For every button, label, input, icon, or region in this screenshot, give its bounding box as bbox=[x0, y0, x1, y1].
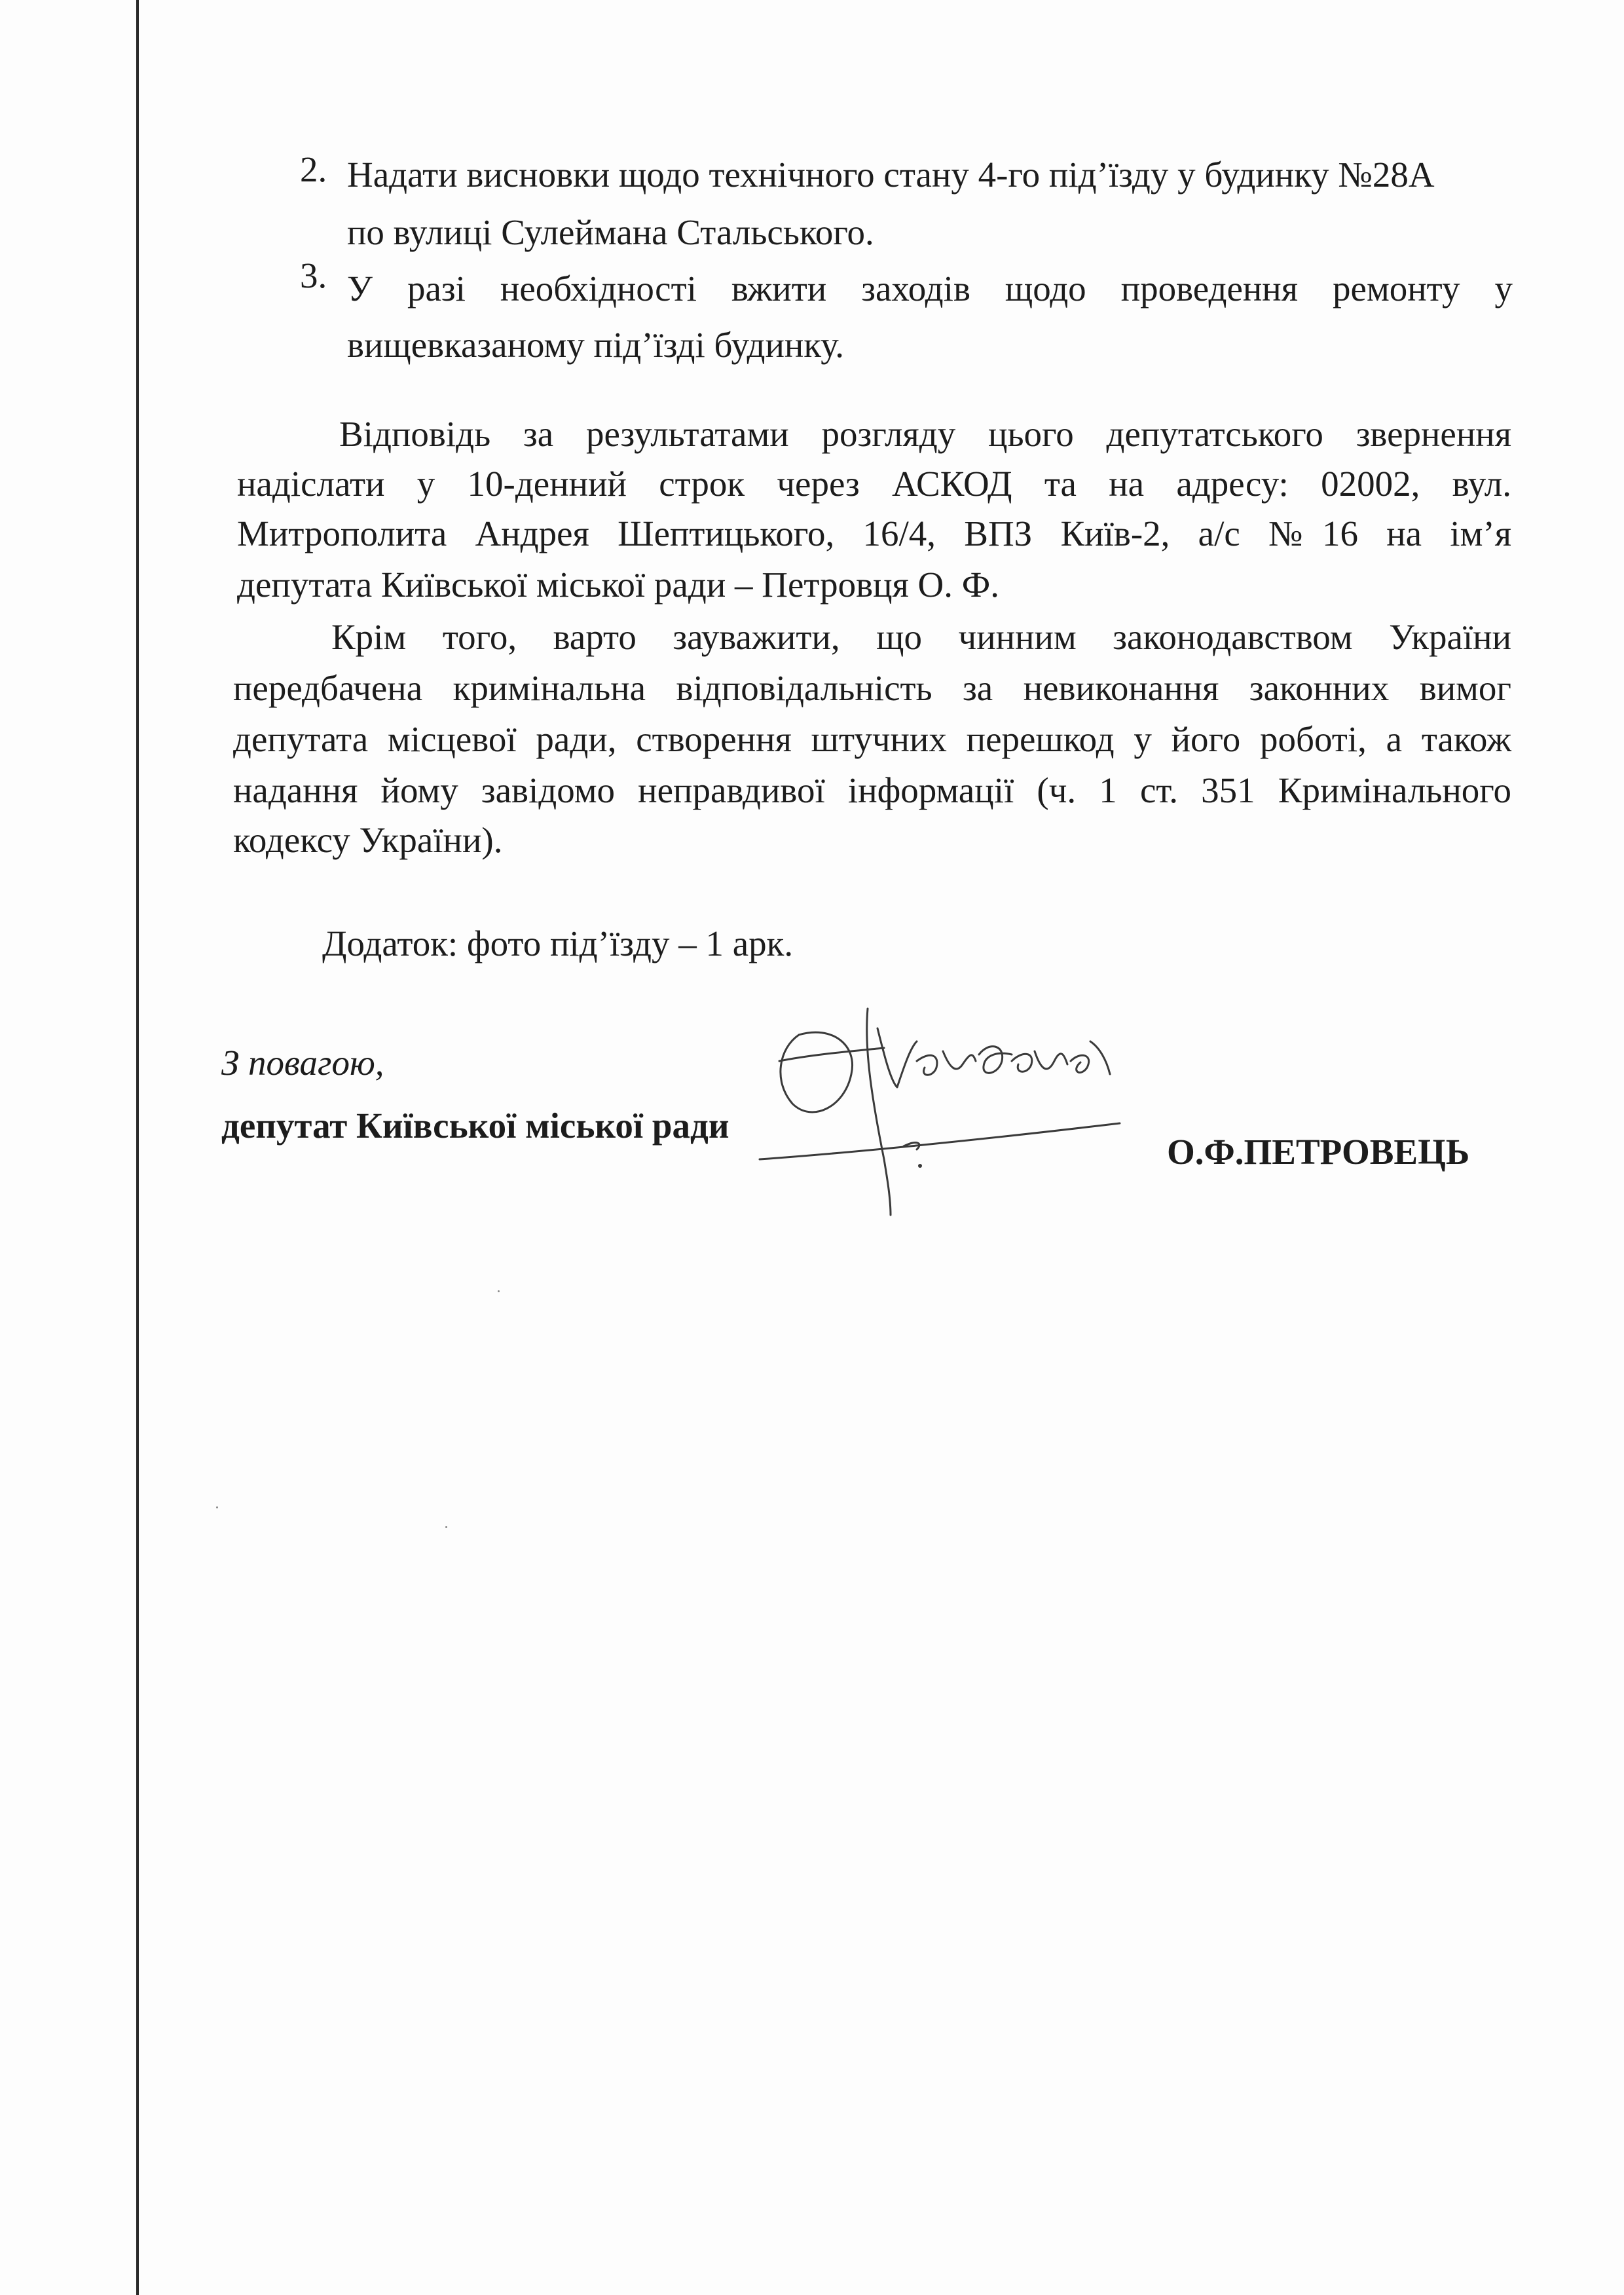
paragraph-line: Митрополита Андрея Шептицького, 16/4, ВПЗ Київ-2, а/с №16 на ім’я bbox=[237, 513, 1511, 553]
list-number: 3. bbox=[300, 255, 327, 295]
handwritten-signature bbox=[753, 989, 1159, 1225]
paragraph-line: передбачена кримінальна відповідальність за невиконання законних вимог bbox=[233, 668, 1511, 708]
list-item-text: по вулиці Сулеймана Стальського. bbox=[347, 212, 874, 252]
closing-greeting: З повагою, bbox=[221, 1043, 384, 1083]
scan-speck bbox=[216, 1506, 218, 1508]
page-margin-line bbox=[136, 0, 139, 2295]
scan-speck bbox=[498, 1290, 500, 1292]
signatory-position: депутат Київської міської ради bbox=[221, 1106, 729, 1146]
paragraph-line: надіслати у 10-денний строк через АСКОД та на адресу: 02002, вул. bbox=[237, 464, 1511, 504]
scan-speck bbox=[445, 1526, 447, 1528]
paragraph-line: депутата Київської міської ради – Петровця О. Ф. bbox=[237, 565, 999, 605]
paragraph-line: надання йому завідомо неправдивої інформації (ч. 1 ст. 351 Кримінального bbox=[233, 770, 1511, 810]
attachment-note: Додаток: фото під’їзду – 1 арк. bbox=[322, 924, 794, 963]
list-number: 2. bbox=[300, 149, 327, 189]
paragraph-line: Крім того, варто зауважити, що чинним законодавством України bbox=[331, 617, 1511, 657]
paragraph-line: Відповідь за результатами розгляду цього депутатського звернення bbox=[339, 414, 1511, 454]
paragraph-line: кодексу України). bbox=[233, 820, 503, 860]
paragraph-line: депутата місцевої ради, створення штучних перешкод у його роботі, а також bbox=[233, 719, 1511, 759]
signatory-name: О.Ф.ПЕТРОВЕЦЬ bbox=[1167, 1132, 1470, 1172]
list-item-text: вищевказаному під’їзді будинку. bbox=[347, 325, 845, 365]
list-item-text: У разі необхідності вжити заходів щодо проведення ремонту у bbox=[347, 269, 1513, 308]
list-item-text: Надати висновки щодо технічного стану 4-го під’їзду у будинку №28А bbox=[347, 155, 1435, 195]
